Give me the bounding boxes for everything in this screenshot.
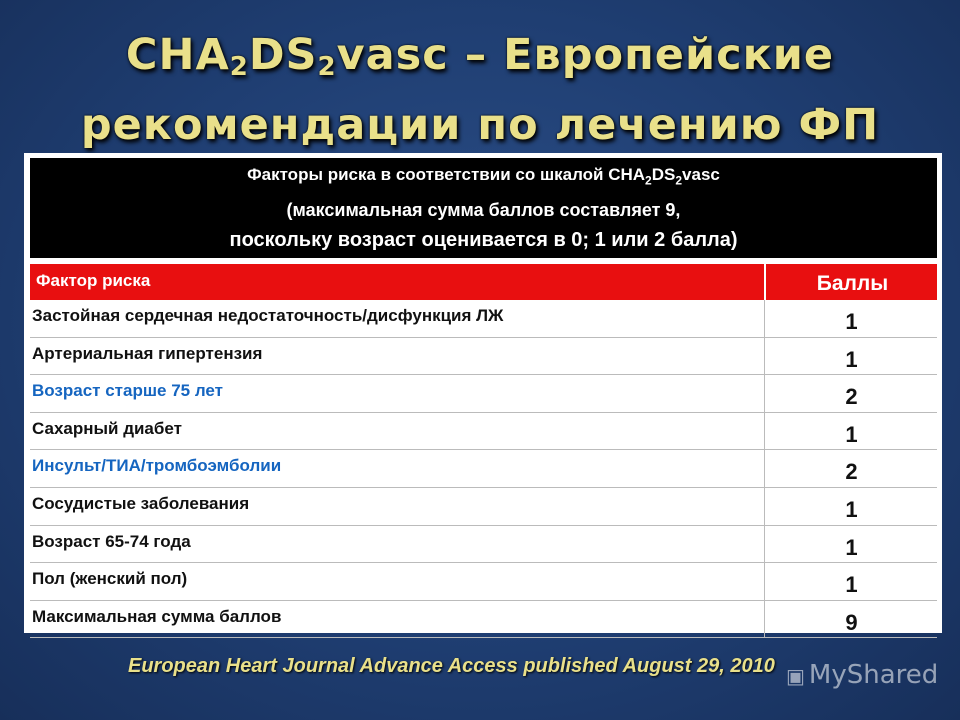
score-cell: 1: [764, 526, 938, 563]
table-banner: [30, 158, 937, 258]
source-citation: European Heart Journal Advance Access published August 29, 2010: [128, 655, 775, 677]
table-row: [30, 450, 937, 488]
banner-line-1: Факторы риска в соответствии со шкалой $CHA_2DS_2vasc$: [247, 165, 720, 188]
table-row: [30, 338, 937, 376]
table-row: [30, 526, 937, 564]
table-row: [30, 601, 937, 639]
title-line-1: $CHA_2DS_2vasc$ – Европейские: [125, 30, 835, 82]
table-row: [30, 488, 937, 526]
banner-line-2: (максимальная сумма баллов составляет 9,: [286, 200, 681, 220]
score-cell: 1: [764, 300, 938, 337]
table-row: [30, 375, 937, 413]
score-cell: 2: [764, 375, 938, 412]
score-cell: 9: [764, 601, 938, 638]
factor-cell: Сахарный диабет: [32, 418, 182, 438]
score-cell: 1: [764, 338, 938, 375]
header-score: Баллы: [764, 264, 939, 300]
slide-title: [0, 26, 960, 154]
factor-cell: Инсульт/ТИА/тромбоэмболии: [32, 456, 282, 476]
score-cell: 1: [764, 563, 938, 600]
factor-cell: Возраст старше 75 лет: [32, 381, 223, 401]
table-header: [30, 264, 937, 300]
score-cell: 1: [764, 488, 938, 525]
banner-line-3: поскольку возраст оценивается в 0; 1 или 2 балла): [229, 229, 738, 251]
factor-cell: Застойная сердечная недостаточность/дисфункция ЛЖ: [32, 306, 504, 325]
factor-cell: Артериальная гипертензия: [32, 343, 263, 363]
factor-cell: Пол (женский пол): [32, 569, 188, 589]
watermark: ▣ MyShared: [786, 660, 939, 690]
presentation-icon: ▣: [786, 664, 805, 688]
title-line-2: рекомендации по лечению ФП: [80, 100, 880, 150]
table-row: [30, 300, 937, 338]
table-row: [30, 413, 937, 451]
factor-cell: Максимальная сумма баллов: [32, 606, 282, 626]
factor-cell: Возраст 65-74 года: [32, 531, 191, 551]
score-cell: 2: [764, 450, 938, 487]
score-cell: 1: [764, 413, 938, 450]
risk-table: [24, 153, 942, 633]
table-row: [30, 563, 937, 601]
factor-cell: Сосудистые заболевания: [32, 493, 250, 513]
table-body: [30, 300, 937, 638]
header-factor: Фактор риска: [36, 271, 151, 290]
